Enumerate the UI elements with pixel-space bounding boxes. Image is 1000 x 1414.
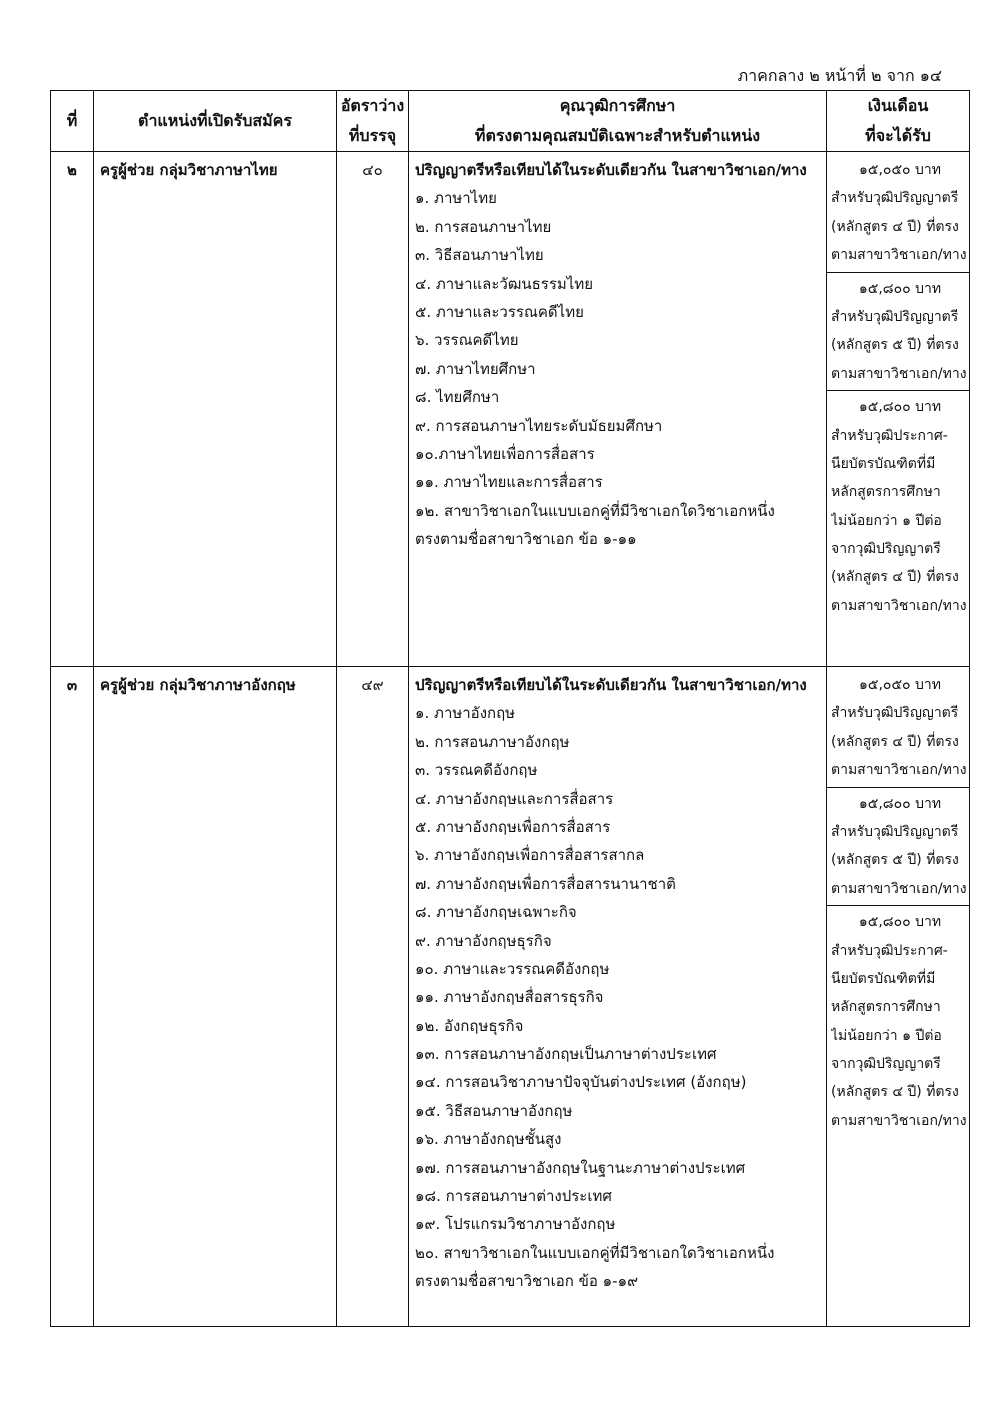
salary-condition-line: นียบัตรบัณฑิตที่มี — [831, 455, 936, 472]
qualification-line: ๑๒. อังกฤษธุรกิจ — [415, 1016, 524, 1035]
salary-condition-line: ไม่น้อยกว่า ๑ ปีต่อ — [831, 512, 942, 529]
salary-condition-line: (หลักสูตร ๕ ปี) ที่ตรง — [831, 852, 959, 869]
header-salary-line2: ที่จะได้รับ — [865, 126, 931, 145]
salary-condition-line: ตามสาขาวิชาเอก/ทาง — [831, 1112, 967, 1129]
salary-amount: ๑๕,๘๐๐ บาท — [858, 914, 942, 931]
salary-cell — [827, 667, 970, 1327]
page-number-header: ภาคกลาง ๒ หน้าที่ ๒ จาก ๑๔ — [737, 66, 942, 85]
qualification-line: ๑๙. โปรแกรมวิชาภาษาอังกฤษ — [415, 1215, 616, 1234]
qualification-line: ๒๐. สาขาวิชาเอกในแบบเอกคู่ที่มีวิชาเอกใดวิชาเอกหนึ่ง — [415, 1243, 775, 1262]
qualification-line: ๑๑. ภาษาอังกฤษสื่อสารธุรกิจ — [415, 988, 604, 1007]
header-no: ที่ — [51, 91, 94, 152]
salary-condition-line: สำหรับวุฒิปริญญาตรี — [831, 308, 959, 325]
qualification-line: ๙. ภาษาอังกฤษธุรกิจ — [415, 931, 552, 950]
table-header-row — [51, 91, 970, 152]
row-number: ๓ — [51, 667, 94, 1327]
salary-amount: ๑๕,๐๕๐ บาท — [858, 162, 942, 178]
salary-condition-line: (หลักสูตร ๔ ปี) ที่ตรง — [831, 218, 959, 235]
qualification-line: ๑๐.ภาษาไทยเพื่อการสื่อสาร — [415, 444, 595, 463]
qualification-line: ตรงตามชื่อสาขาวิชาเอก ข้อ ๑-๑๙ — [415, 1272, 639, 1291]
salary-condition-line: (หลักสูตร ๔ ปี) ที่ตรง — [831, 569, 959, 586]
qualification-line: ๑๔. การสอนวิชาภาษาปัจจุบันต่างประเทศ (อังกฤษ) — [415, 1073, 747, 1092]
qualification-line: ๑. ภาษาอังกฤษ — [415, 704, 516, 723]
salary-condition-line: สำหรับวุฒิปริญญาตรี — [831, 705, 959, 722]
qualification-line: ๑๕. วิธีสอนภาษาอังกฤษ — [415, 1101, 573, 1120]
salary-condition-line: สำหรับวุฒิปริญญาตรี — [831, 190, 959, 207]
qualification-line: ๕. ภาษาอังกฤษเพื่อการสื่อสาร — [415, 817, 611, 836]
qualification-line: ๘. ไทยศึกษา — [415, 388, 500, 407]
header-rate-line2: ที่บรรจุ — [348, 126, 397, 145]
qualification-line: ๕. ภาษาและวรรณคดีไทย — [415, 302, 584, 321]
qualification-line: ๑๓. การสอนภาษาอังกฤษเป็นภาษาต่างประเทศ — [415, 1045, 717, 1064]
salary-condition-line: (หลักสูตร ๕ ปี) ที่ตรง — [831, 337, 959, 354]
salary-condition-line: (หลักสูตร ๔ ปี) ที่ตรง — [831, 1084, 959, 1101]
position-name: ครูผู้ช่วย กลุ่มวิชาภาษาไทย — [94, 152, 337, 667]
qualification-line: ๑๒. สาขาวิชาเอกในแบบเอกคู่ที่มีวิชาเอกใดวิชาเอกหนึ่ง — [415, 501, 775, 520]
vacancy-count: ๔๐ — [337, 152, 409, 667]
qualification-line: ๖. วรรณคดีไทย — [415, 331, 519, 350]
salary-block — [827, 273, 969, 392]
qualification-line: ๒. การสอนภาษาไทย — [415, 217, 552, 236]
salary-condition-line: ตามสาขาวิชาเอก/ทาง — [831, 880, 967, 897]
salary-condition-line: นียบัตรบัณฑิตที่มี — [831, 970, 936, 987]
qualification-line: ๑๑. ภาษาไทยและการสื่อสาร — [415, 473, 603, 492]
qualification-line: ๓. วรรณคดีอังกฤษ — [415, 761, 538, 780]
salary-block — [827, 906, 969, 1137]
qualification-line: ปริญญาตรีหรือเทียบได้ในระดับเดียวกัน ในสาขาวิชาเอก/ทาง — [415, 676, 807, 694]
qualification-line: ๘. ภาษาอังกฤษเฉพาะกิจ — [415, 903, 577, 922]
qualification-line: ปริญญาตรีหรือเทียบได้ในระดับเดียวกัน ในสาขาวิชาเอก/ทาง — [415, 161, 807, 179]
salary-amount: ๑๕,๘๐๐ บาท — [858, 280, 942, 297]
qualification-line: ๑๖. ภาษาอังกฤษชั้นสูง — [415, 1130, 562, 1149]
positions-table — [50, 90, 970, 1327]
salary-condition-line: หลักสูตรการศึกษา — [831, 999, 941, 1016]
salary-condition-line: จากวุฒิปริญญาตรี — [831, 541, 941, 558]
qualification-line: ๗. ภาษาอังกฤษเพื่อการสื่อสารนานาชาติ — [415, 874, 676, 893]
salary-condition-line: จากวุฒิปริญญาตรี — [831, 1056, 941, 1073]
header-qualification — [409, 91, 827, 152]
salary-block — [827, 391, 969, 622]
vacancy-count: ๔๙ — [337, 667, 409, 1327]
salary-amount: ๑๕,๘๐๐ บาท — [858, 399, 942, 416]
salary-block — [827, 788, 969, 907]
qualification-line: ๔. ภาษาอังกฤษและการสื่อสาร — [415, 789, 614, 808]
salary-condition-line: สำหรับวุฒิประกาศ- — [831, 427, 948, 444]
salary-condition-line: สำหรับวุฒิประกาศ- — [831, 942, 948, 959]
qualification-cell — [409, 152, 827, 667]
salary-condition-line: ตามสาขาวิชาเอก/ทาง — [831, 247, 967, 264]
position-name: ครูผู้ช่วย กลุ่มวิชาภาษาอังกฤษ — [94, 667, 337, 1327]
salary-block — [827, 154, 969, 273]
qualification-line: ๓. วิธีสอนภาษาไทย — [415, 246, 544, 265]
header-salary-line1: เงินเดือน — [867, 96, 929, 115]
qualification-line: ๒. การสอนภาษาอังกฤษ — [415, 732, 570, 751]
header-rate-line1: อัตราว่าง — [340, 96, 405, 115]
qualification-line: ๑๗. การสอนภาษาอังกฤษในฐานะภาษาต่างประเทศ — [415, 1158, 746, 1177]
qualification-line: ๖. ภาษาอังกฤษเพื่อการสื่อสารสากล — [415, 846, 645, 865]
salary-cell — [827, 152, 970, 667]
header-rate — [337, 91, 409, 152]
qualification-line: ๑. ภาษาไทย — [415, 189, 497, 208]
qualification-line: ๔. ภาษาและวัฒนธรรมไทย — [415, 274, 594, 293]
table-row — [51, 667, 970, 1327]
salary-condition-line: ตามสาขาวิชาเอก/ทาง — [831, 365, 967, 382]
qualification-line: ๗. ภาษาไทยศึกษา — [415, 359, 536, 378]
header-qual-line1: คุณวุฒิการศึกษา — [559, 96, 676, 115]
salary-condition-line: ตามสาขาวิชาเอก/ทาง — [831, 762, 967, 779]
salary-amount: ๑๕,๐๕๐ บาท — [858, 677, 942, 693]
row-number: ๒ — [51, 152, 94, 667]
qualification-cell — [409, 667, 827, 1327]
salary-condition-line: สำหรับวุฒิปริญญาตรี — [831, 823, 959, 840]
salary-condition-line: (หลักสูตร ๔ ปี) ที่ตรง — [831, 733, 959, 750]
salary-condition-line: ตามสาขาวิชาเอก/ทาง — [831, 597, 967, 614]
header-position: ตำแหน่งที่เปิดรับสมัคร — [94, 91, 337, 152]
salary-amount: ๑๕,๘๐๐ บาท — [858, 795, 942, 812]
header-salary — [827, 91, 970, 152]
table-row — [51, 152, 970, 667]
qualification-line: ตรงตามชื่อสาขาวิชาเอก ข้อ ๑-๑๑ — [415, 530, 637, 549]
salary-condition-line: หลักสูตรการศึกษา — [831, 484, 941, 501]
qualification-line: ๑๘. การสอนภาษาต่างประเทศ — [415, 1187, 612, 1206]
salary-condition-line: ไม่น้อยกว่า ๑ ปีต่อ — [831, 1027, 942, 1044]
header-qual-line2: ที่ตรงตามคุณสมบัติเฉพาะสำหรับตำแหน่ง — [474, 126, 761, 145]
salary-block — [827, 669, 969, 788]
qualification-line: ๑๐. ภาษาและวรรณคดีอังกฤษ — [415, 959, 610, 978]
qualification-line: ๙. การสอนภาษาไทยระดับมัธยมศึกษา — [415, 416, 663, 435]
